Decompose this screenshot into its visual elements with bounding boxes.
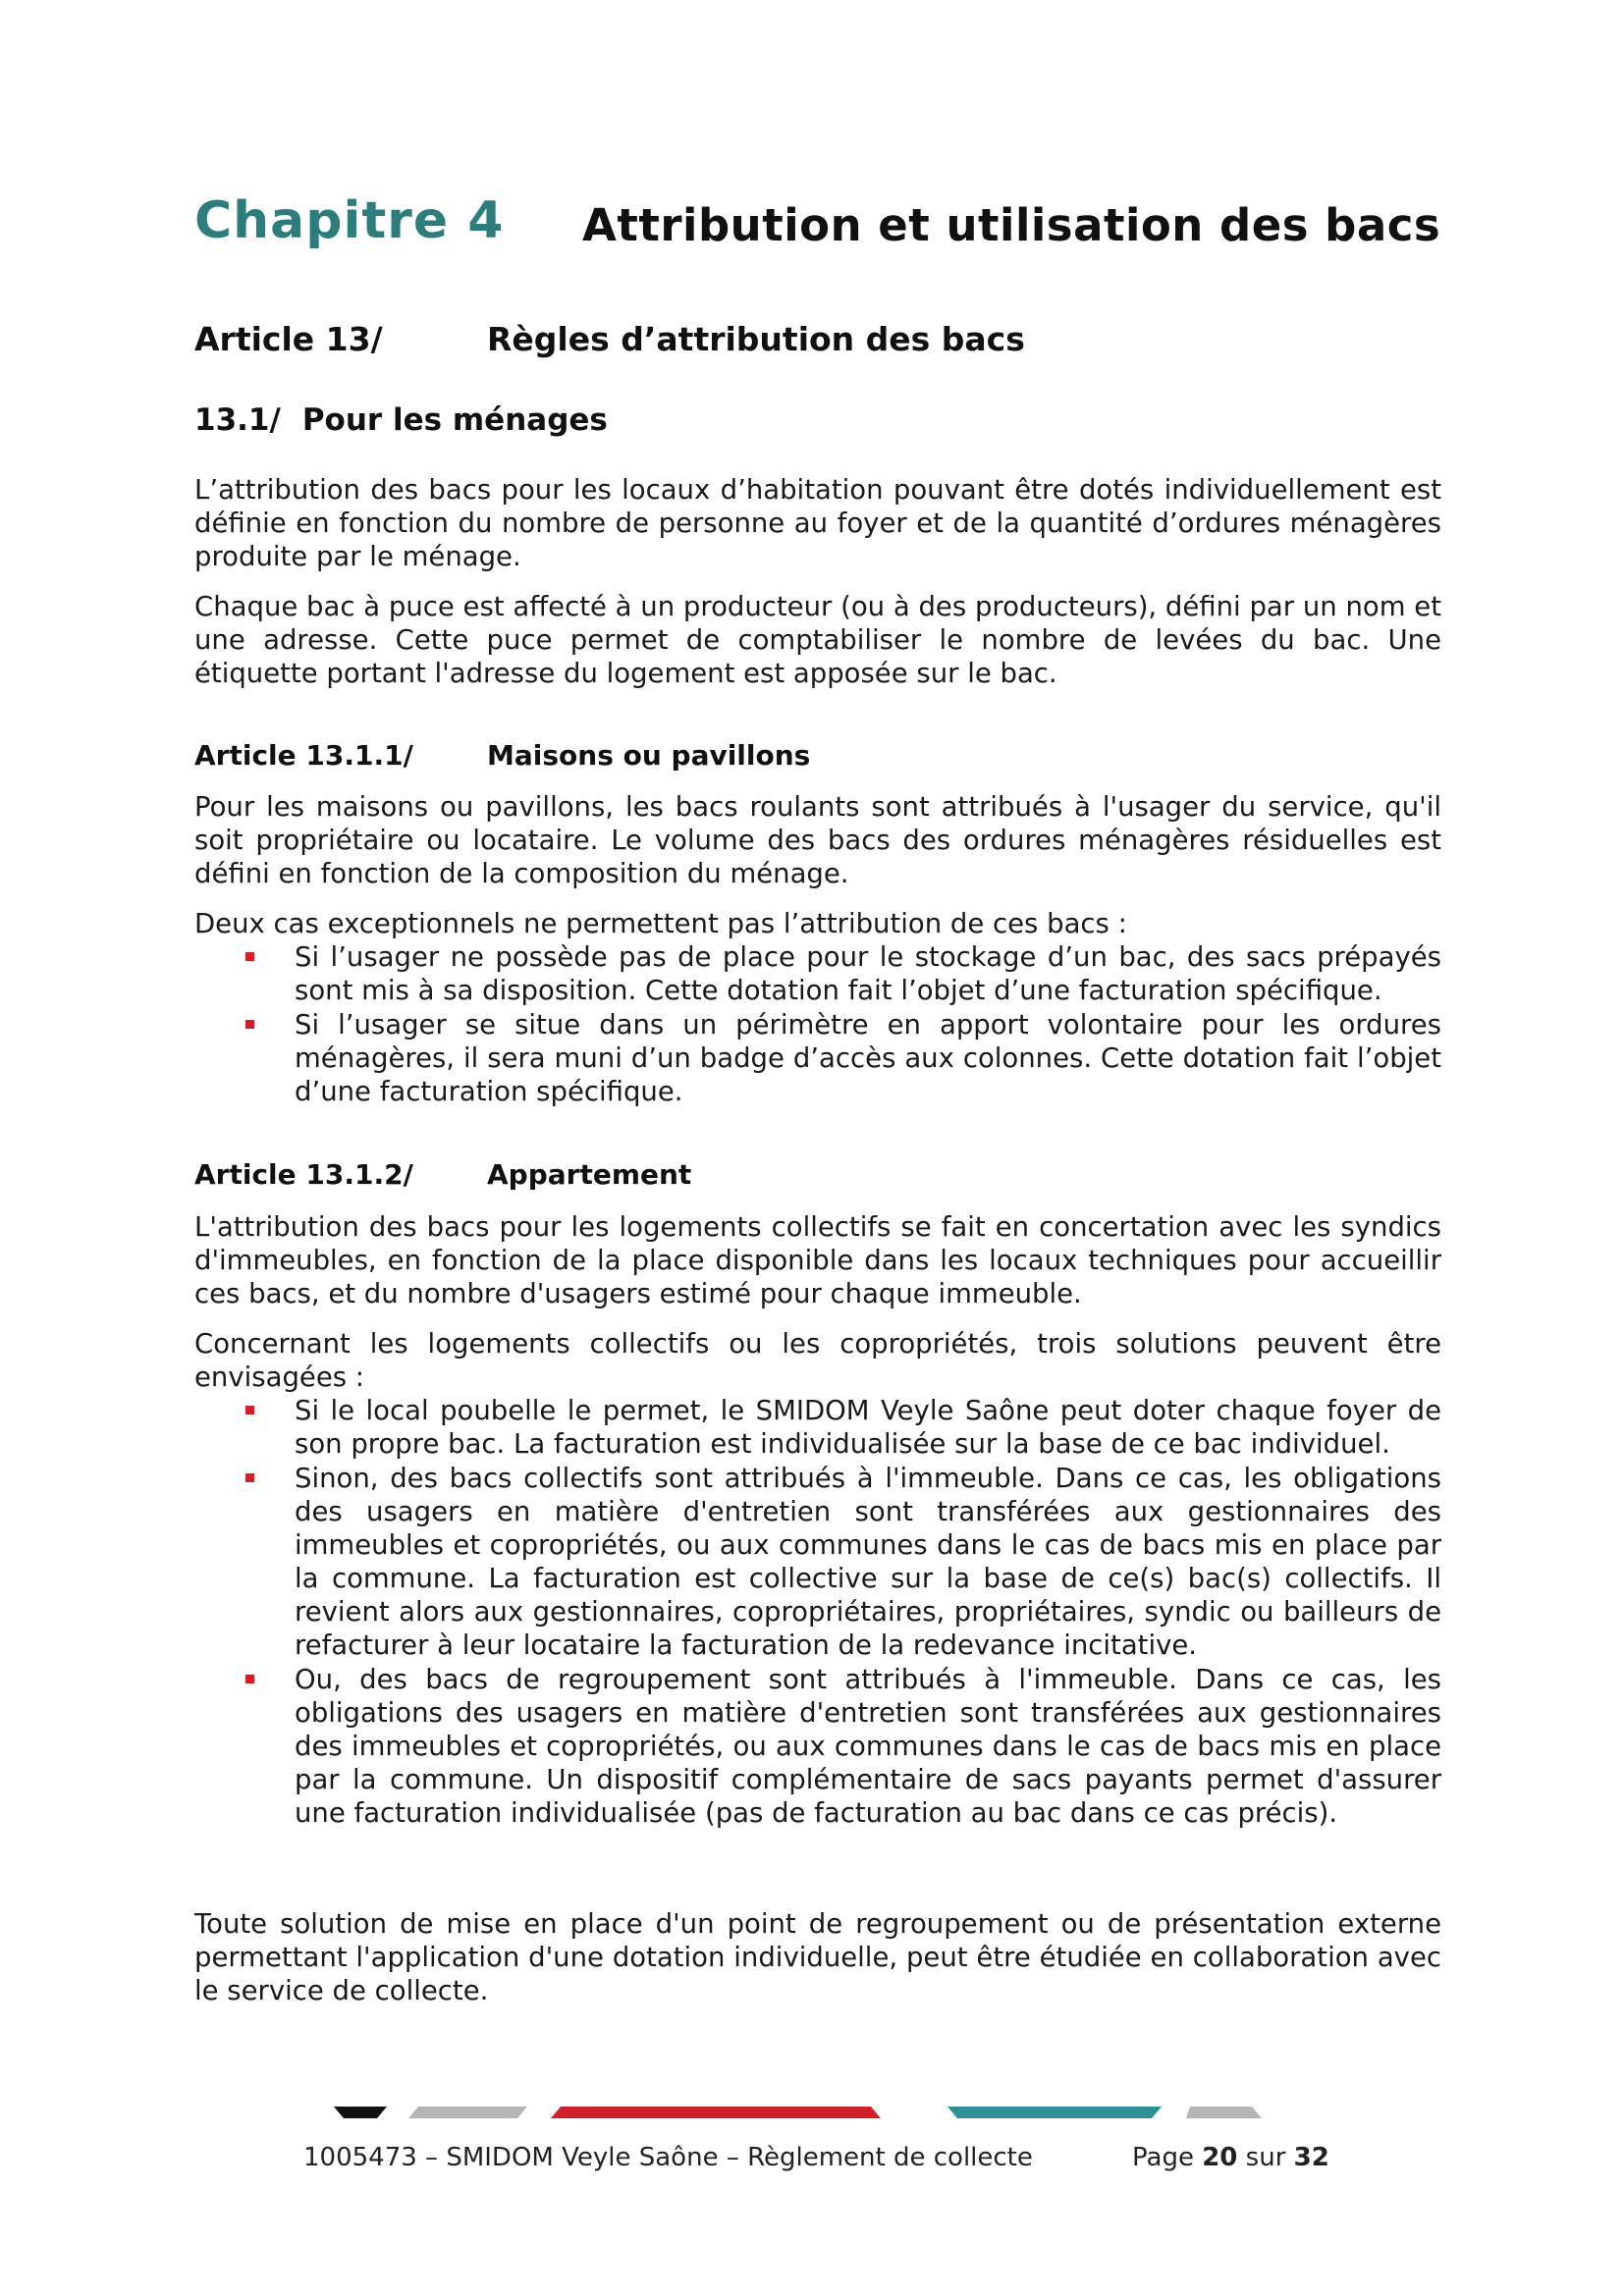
bullet-list — [194, 940, 1441, 1109]
article-13-title: Règles d’attribution des bacs — [487, 320, 1025, 358]
square-bullet-icon — [245, 1473, 254, 1482]
article-13-1-2-title: Appartement — [487, 1158, 692, 1191]
square-bullet-icon — [245, 1406, 254, 1415]
list-item-text: Sinon, des bacs collectifs sont attribués à l'immeuble. Dans ce cas, les obligations des usagers en matière d'entretien sont transférées aux gestionnaires des immeubles et copropriétés, ou aux communes dans le cas de bacs mis en place par la commune. La facturation est collective sur la base de ce(s) bac(s) collectifs. Il revient alors aux gestionnaires, copropriétaires, propriétaires, syndic ou bailleurs de refacturer à leur locataire la facturation de la redevance incitative. — [295, 1463, 1441, 1661]
page-sep: sur — [1245, 2143, 1286, 2172]
page-word: Page — [1132, 2143, 1194, 2172]
article-13-1-1-title: Maisons ou pavillons — [487, 739, 811, 772]
article-13-1-1-heading — [194, 739, 1441, 774]
footer-decorative-bars — [0, 2107, 1624, 2120]
bullet-list — [194, 1394, 1441, 1831]
closing-paragraph: Toute solution de mise en place d'un point de regroupement ou de présentation externe permettant l'application d'une dotation individuelle, peut être étudiée en collaboration avec le service de collecte. — [194, 1908, 1441, 2006]
list-item — [194, 940, 1441, 1007]
chapter-number: Chapitre 4 — [194, 191, 505, 250]
article-13-1-2-heading — [194, 1158, 1441, 1194]
article-13-heading — [194, 320, 1441, 364]
paragraph: Concernant les logements collectifs ou les copropriétés, trois solutions peuvent être envisagées : — [194, 1328, 1441, 1393]
footer-bar-red — [551, 2107, 881, 2118]
article-13-1-1-label: Article 13.1.1/ — [194, 739, 413, 772]
square-bullet-icon — [245, 952, 254, 961]
paragraph: Chaque bac à puce est affecté à un producteur (ou à des producteurs), défini par un nom et une adresse. Cette puce permet de comptabiliser le nombre de levées du bac. Une étiquette portant l'adresse du logement est apposée sur le bac. — [194, 591, 1441, 689]
list-item — [194, 1394, 1441, 1461]
article-13-1-2-label: Article 13.1.2/ — [194, 1158, 413, 1191]
article-13-label: Article 13/ — [194, 320, 383, 358]
paragraph: Deux cas exceptionnels ne permettent pas l’attribution de ces bacs : — [194, 908, 1127, 939]
footer-bar-black — [334, 2107, 387, 2118]
chapter-title: Attribution et utilisation des bacs — [582, 199, 1441, 251]
chapter-heading — [194, 191, 1441, 260]
square-bullet-icon — [245, 1020, 254, 1029]
paragraph: L’attribution des bacs pour les locaux d’habitation pouvant être dotés individuellement est définie en fonction du nombre de personne au foyer et de la quantité d’ordures ménagères produite par le ménage. — [194, 474, 1441, 572]
page-footer — [0, 2143, 1624, 2178]
page-current: 20 — [1202, 2143, 1238, 2172]
footer-bar-teal — [947, 2107, 1162, 2118]
paragraph: Pour les maisons ou pavillons, les bacs roulants sont attribués à l'usager du service, qu'il soit propriétaire ou locataire. Le volume des bacs des ordures ménagères résiduelles est défini en fonction de la composition du ménage. — [194, 791, 1441, 889]
list-item-text: Si l’usager ne possède pas de place pour le stockage d’un bac, des sacs prépayés sont mis à sa disposition. Cette dotation fait l’objet d’une facturation spécifique. — [295, 941, 1441, 1006]
page-number — [1132, 2143, 1329, 2172]
footer-bar-grey-right — [1186, 2107, 1262, 2118]
footer-document-ref: 1005473 – SMIDOM Veyle Saône – Règlement de collecte — [303, 2143, 1033, 2172]
list-item-text: Si le local poubelle le permet, le SMIDOM Veyle Saône peut doter chaque foyer de son propre bac. La facturation est individualisée sur la base de ce bac individuel. — [295, 1395, 1441, 1460]
section-13-1-title: Pour les ménages — [301, 402, 608, 438]
list-item — [194, 1462, 1441, 1662]
square-bullet-icon — [245, 1675, 254, 1683]
paragraph: L'attribution des bacs pour les logements collectifs se fait en concertation avec les syndics d'immeubles, en fonction de la place disponible dans les locaux techniques pour accueillir ces bacs, et du nombre d'usagers estimé pour chaque immeuble. — [194, 1211, 1441, 1309]
section-13-1-heading — [194, 402, 608, 438]
list-item — [194, 1008, 1441, 1108]
section-13-1-label: 13.1/ — [194, 402, 281, 438]
footer-bar-grey — [408, 2107, 527, 2118]
list-item-text: Si l’usager se situe dans un périmètre en apport volontaire pour les ordures ménagères, il sera muni d’un badge d’accès aux colonnes. Cette dotation fait l’objet d’une facturation spécifique. — [295, 1009, 1441, 1107]
page-total: 32 — [1293, 2143, 1329, 2172]
list-item — [194, 1663, 1441, 1830]
list-item-text: Ou, des bacs de regroupement sont attribués à l'immeuble. Dans ce cas, les obligations des usagers en matière d'entretien sont transférées aux gestionnaires des immeubles et copropriétés, ou aux communes dans le cas de bacs mis en place par la commune. Un dispositif complémentaire de sacs payants permet d'assurer une facturation individualisée (pas de facturation au bac dans ce cas précis). — [295, 1664, 1441, 1829]
